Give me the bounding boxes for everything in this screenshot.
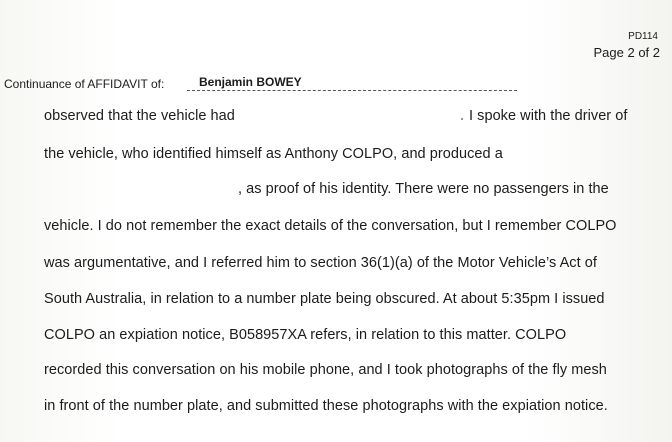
body-line-9: in front of the number plate, and submitted these photographs with the expiation notice. [44,398,608,414]
continuance-label: Continuance of AFFIDAVIT of: [4,77,165,91]
form-id: PD114 [628,31,658,42]
redaction-mark [461,118,463,120]
body-line-4: vehicle. I do not remember the exact details of the conversation, but I remember COLPO [44,218,617,234]
body-line-1b: I spoke with the driver of [469,108,628,124]
body-line-5: was argumentative, and I referred him to section 36(1)(a) of the Motor Vehicle’s Act of [44,255,597,271]
page-number: Page 2 of 2 [593,45,660,60]
body-line-1a: observed that the vehicle had [44,108,235,124]
body-line-2: the vehicle, who identified himself as Anthony COLPO, and produced a [44,146,503,162]
deponent-name: Benjamin BOWEY [199,75,302,89]
deponent-underline [187,90,517,91]
body-line-7: COLPO an expiation notice, B058957XA refers, in relation to this matter. COLPO [44,327,567,343]
body-line-3: , as proof of his identity. There were no passengers in the [238,181,609,197]
body-line-8: recorded this conversation on his mobile phone, and I took photographs of the fly mesh [44,362,607,378]
body-line-6: South Australia, in relation to a number plate being obscured. At about 5:35pm I issued [44,291,605,307]
continuance-heading [4,76,164,92]
